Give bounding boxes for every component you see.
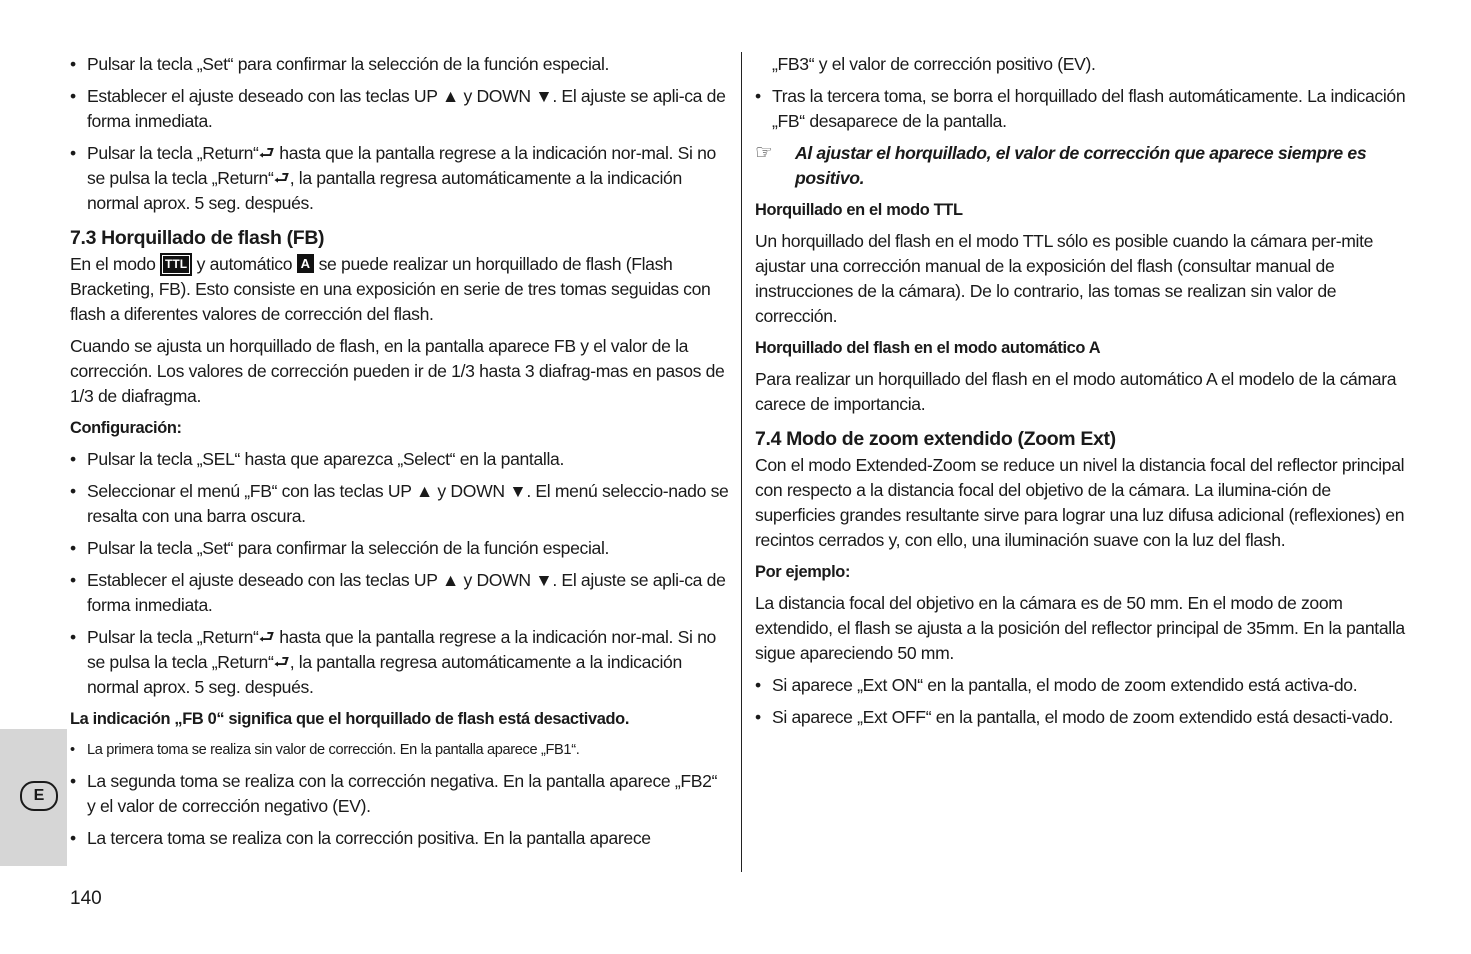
bullet-icon: •	[70, 828, 76, 848]
paragraph: Con el modo Extended-Zoom se reduce un nivel la distancia focal del reflector principal con respecto a la distancia focal del objetivo de la cámara. La ilumina-ción de superficies grandes resultante sirve para lograr una luz difusa adicional (reflexiones) en recintos cerrados y, con ello, una iluminación suave con la luz del flash.	[755, 455, 1405, 550]
page-number: 140	[70, 888, 102, 909]
list-item: • La primera toma se realiza sin valor de corrección. En la pantalla aparece „FB1“.	[70, 738, 730, 763]
language-tab-letter: E	[20, 781, 58, 811]
fb0-note: La indicación „FB 0“ significa que el horquillado de flash está desactivado.	[70, 710, 630, 728]
left-column	[70, 52, 730, 858]
list-item: • Establecer el ajuste deseado con las teclas UP ▲ y DOWN ▼. El ajuste se apli-ca de forma inmediata.	[70, 86, 726, 131]
bullet-icon: •	[70, 54, 76, 74]
example-heading: Por ejemplo:	[755, 563, 851, 581]
auto-heading: Horquillado del flash en el modo automático A	[755, 339, 1101, 357]
bullet-icon: •	[70, 771, 76, 791]
list-item: • Si aparece „Ext OFF“ en la pantalla, el modo de zoom extendido está desacti-vado.	[755, 705, 1411, 730]
list-item: • Pulsar la tecla „Set“ para confirmar la selección de la función especial.	[70, 52, 730, 77]
return-icon: ⮐	[258, 143, 275, 163]
bullet-icon: •	[70, 449, 76, 469]
list-item-continuation: „FB3“ y el valor de corrección positivo (EV).	[772, 54, 1096, 74]
list-item: • Pulsar la tecla „Return“⮐ hasta que la pantalla regrese a la indicación nor-mal. Si no se pulsa la tecla „Return“⮐, la pantalla regresa automáticamente a la indicación normal aprox. 5 seg. después.	[70, 143, 716, 213]
list-item: • La segunda toma se realiza con la corrección negativa. En la pantalla aparece „FB2“ y el valor de corrección negativo (EV).	[70, 771, 718, 816]
bullet-icon: •	[70, 627, 76, 647]
bullet-icon: •	[755, 707, 761, 727]
ttl-heading: Horquillado en el modo TTL	[755, 201, 963, 219]
pointing-hand-icon: ☞	[755, 142, 773, 164]
bullet-icon: •	[70, 742, 75, 758]
section-heading-7-3: 7.3 Horquillado de flash (FB)	[70, 227, 325, 249]
bullet-icon: •	[70, 481, 76, 501]
column-divider	[741, 52, 742, 872]
paragraph: Cuando se ajusta un horquillado de flash, en la pantalla aparece FB y el valor de la corrección. Los valores de corrección pueden ir de 1/3 hasta 3 diafrag-mas en pasos de 1/3 de diafragma.	[70, 336, 725, 406]
ttl-mode-icon: TTL	[160, 253, 192, 276]
paragraph: En el modo TTL y automático A se puede realizar un horquillado de flash (Flash Bracketing, FB). Esto consiste en una exposición en serie de tres tomas seguidas con flash a diferentes valores de corrección del flash.	[70, 254, 711, 324]
paragraph: La distancia focal del objetivo en la cámara es de 50 mm. En el modo de zoom extendido, el flash se ajusta a la posición del reflector principal de 35mm. En la pantalla sigue apareciendo 50 mm.	[755, 593, 1405, 663]
list-item: • Pulsar la tecla „Set“ para confirmar la selección de la función especial.	[70, 536, 730, 561]
list-item: • Establecer el ajuste deseado con las teclas UP ▲ y DOWN ▼. El ajuste se apli-ca de forma inmediata.	[70, 570, 726, 615]
bullet-icon: •	[70, 143, 76, 163]
bullet-icon: •	[755, 86, 761, 106]
bullet-icon: •	[70, 570, 76, 590]
config-heading: Configuración:	[70, 419, 182, 437]
paragraph: Para realizar un horquillado del flash en el modo automático A el modelo de la cámara carece de importancia.	[755, 369, 1397, 414]
return-icon: ⮐	[258, 627, 275, 647]
list-item: • Pulsar la tecla „Return“⮐ hasta que la pantalla regrese a la indicación nor-mal. Si no se pulsa la tecla „Return“⮐, la pantalla regresa automáticamente a la indicación normal aprox. 5 seg. después.	[70, 627, 716, 697]
section-heading-7-4: 7.4 Modo de zoom extendido (Zoom Ext)	[755, 428, 1116, 450]
right-column	[755, 52, 1411, 737]
bullet-icon: •	[755, 675, 761, 695]
return-icon: ⮐	[273, 652, 290, 672]
bullet-icon: •	[70, 86, 76, 106]
list-item: • Pulsar la tecla „SEL“ hasta que aparezca „Select“ en la pantalla.	[70, 447, 730, 472]
return-icon: ⮐	[273, 168, 290, 188]
list-item: • La tercera toma se realiza con la corrección positiva. En la pantalla aparece	[70, 826, 730, 851]
hint-note: ☞ Al ajustar el horquillado, el valor de corrección que aparece siempre es positivo.	[755, 142, 1367, 188]
list-item: • Si aparece „Ext ON“ en la pantalla, el modo de zoom extendido está activa-do.	[755, 673, 1411, 698]
paragraph: Un horquillado del flash en el modo TTL sólo es posible cuando la cámara per-mite ajustar una corrección manual de la exposición del flash (consultar manual de instrucciones de la cámara). De lo contrario, las tomas se realizan sin valor de corrección.	[755, 231, 1374, 326]
auto-mode-icon: A	[297, 254, 314, 273]
list-item: • Seleccionar el menú „FB“ con las teclas UP ▲ y DOWN ▼. El menú seleccio-nado se resalta con una barra oscura.	[70, 481, 729, 526]
bullet-icon: •	[70, 538, 76, 558]
list-item: • Tras la tercera toma, se borra el horquillado del flash automáticamente. La indicación „FB“ desaparece de la pantalla.	[755, 86, 1406, 131]
